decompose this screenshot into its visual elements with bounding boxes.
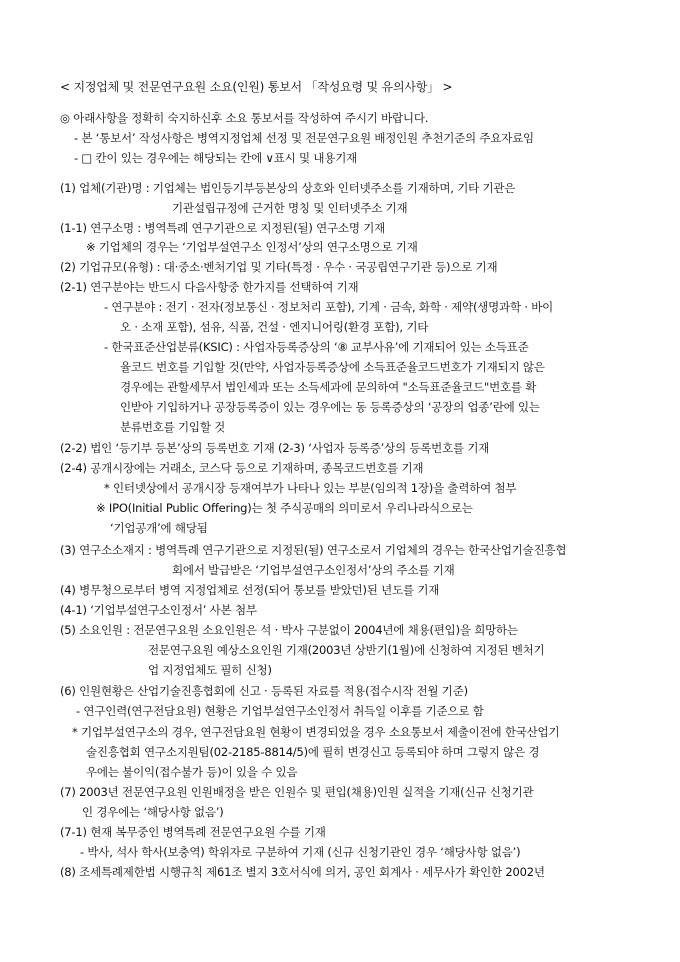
intro-notice: ◎ 아래사항을 정확히 숙지하신후 소요 통보서를 작성하여 주시기 바랍니다. bbox=[60, 111, 429, 125]
item-4: (4) 병무청으로부터 병역 지정업체로 선정(되어 통보를 받았던)된 년도를 기재 bbox=[60, 583, 440, 597]
item-6-note-line-1: * 기업부설연구소의 경우, 연구전담요원 현황이 변경되었을 경우 소요통보서 제출이전에 한국산업기 bbox=[72, 725, 560, 739]
item-1-1-note: ※ 기업체의 경우는 ‘기업부설연구소 인정서’상의 연구소명으로 기재 bbox=[86, 240, 418, 254]
item-7-line-1: (7) 2003년 전문연구요원 인원배정을 받은 인원수 및 편입(채용)인원 실적을 기재(신규 신청기관 bbox=[60, 785, 534, 799]
item-8: (8) 조세특례제한법 시행규칙 제61조 별지 3호서식에 의거, 공인 회계사 · 세무사가 확인한 2002년 bbox=[60, 865, 545, 879]
item-2-2: (2-2) 법인 ‘등기부 등본’상의 등록번호 기재 (2-3) ‘사업자 등록증’상의 등록번호를 기재 bbox=[60, 441, 490, 455]
item-2-4-note-3: ‘기업공개’에 해당됨 bbox=[110, 521, 208, 535]
item-6-sub: - 연구인력(연구전담요원) 현황은 기업부설연구소인정서 취득일 이후를 기준으로 함 bbox=[76, 704, 484, 718]
item-2-1-ksic-line-5: 분류번호를 기입할 것 bbox=[120, 420, 226, 434]
item-2-1: (2-1) 연구분야는 반드시 다음사항중 한가지를 선택하여 기재 bbox=[60, 280, 359, 294]
intro-bullet-1: - 본 ‘통보서’ 작성사항은 병역지정업체 선정 및 전문연구요원 배정인원 추천기준의 주요자료임 bbox=[74, 131, 534, 145]
item-2-4: (2-4) 공개시장에는 거래소, 코스닥 등으로 기재하며, 종목코드번호를 기재 bbox=[60, 461, 424, 475]
document-title: < 지정업체 및 전문연구요원 소요(인원) 통보서 「작성요령 및 유의사항」 > bbox=[60, 80, 453, 94]
item-6-note-line-3: 우에는 불이익(접수불가 등)이 있을 수 있음 bbox=[86, 765, 298, 779]
item-2-1-ksic-line-3: 경우에는 관할세무서 법인세과 또는 소득세과에 문의하여 "소득표준율코드"번호를 확 bbox=[120, 380, 537, 394]
item-2-1-field-line-2: 오 · 소재 포함), 섬유, 식품, 건설 · 엔지니어링(환경 포함), 기타 bbox=[120, 320, 429, 334]
item-1-line-2: 기관설립규정에 근거한 명칭 및 인터넷주소 기재 bbox=[172, 201, 408, 215]
item-1-1: (1-1) 연구소명 : 병역특례 연구기관으로 지정된(될) 연구소명 기재 bbox=[60, 221, 386, 235]
item-2-4-note-1: * 인터넷상에서 공개시장 등재여부가 나타나 있는 부분(임의적 1장)을 출력하여 첨부 bbox=[104, 481, 517, 495]
item-2-1-ksic-line-1: - 한국표준산업분류(KSIC) : 사업자등록증상의 ‘⑧ 교부사유’에 기재되어 있는 소득표준 bbox=[104, 340, 529, 354]
item-6: (6) 인원현황은 산업기술진흥협회에 신고 · 등록된 자료를 적용(접수시작 전월 기준) bbox=[60, 684, 468, 698]
intro-bullet-2: - □ 칸이 있는 경우에는 해당되는 칸에 ∨표시 및 내용기재 bbox=[74, 151, 358, 165]
item-3-line-1: (3) 연구소소재지 : 병역특례 연구기관으로 지정된(될) 연구소로서 기업체의 경우는 한국산업기술진흥협 bbox=[60, 543, 567, 557]
item-7-1-sub: - 박사, 석사 학사(보충역) 학위자로 구분하여 기재 (신규 신청기관인 경우 ‘해당사항 없음’) bbox=[80, 845, 521, 859]
item-7-1: (7-1) 현재 복무중인 병역특례 전문연구요원 수를 기재 bbox=[60, 825, 326, 839]
item-2-1-field-line-1: - 연구분야 : 전기 · 전자(정보통신 · 정보처리 포함), 기계 · 금속, 화학 · 제약(생명과학 · 바이 bbox=[104, 300, 554, 314]
item-5-line-3: 업 지정업체도 필히 신청) bbox=[148, 663, 272, 677]
item-2-1-ksic-line-2: 율코드 번호를 기입할 것(만약, 사업자등록증상에 소득표준율코드번호가 기재되지 않은 bbox=[120, 360, 545, 374]
item-6-note-line-2: 술진흥협회 연구소지원팀(02-2185-8814/5)에 필히 변경신고 등록되야 하며 그렇지 않은 경 bbox=[86, 745, 540, 759]
item-3-line-2: 회에서 발급받은 ‘기업부설연구소인정서’상의 주소를 기재 bbox=[172, 563, 455, 577]
item-2-1-ksic-line-4: 인받아 기입하거나 공장등록증이 있는 경우에는 동 등록증상의 ‘공장의 업종’란에 있는 bbox=[120, 400, 540, 414]
item-7-line-2: 인 경우에는 ‘해당사항 없음’) bbox=[82, 805, 224, 819]
item-4-1: (4-1) ‘기업부설연구소인정서’ 사본 첨부 bbox=[60, 603, 257, 617]
item-5-line-2: 전문연구요원 예상소요인원 기재(2003년 상반기(1월)에 신청하여 지정된 벤처기 bbox=[148, 643, 545, 657]
item-5-line-1: (5) 소요인원 : 전문연구요원 소요인원은 석 · 박사 구분없이 2004년에 채용(편입)을 희망하는 bbox=[60, 623, 518, 637]
item-1-line-1: (1) 업체(기관)명 : 기업체는 법인등기부등본상의 상호와 인터넷주소를 기재하며, 기타 기관은 bbox=[60, 181, 516, 195]
item-2: (2) 기업규모(유형) : 대·중소·벤처기업 및 기타(특정 · 우수 · 국공립연구기관 등)으로 기재 bbox=[60, 260, 498, 274]
item-2-4-note-2: ※ IPO(Initial Public Offering)는 첫 주식공매의 의미로서 우리나라식으로는 bbox=[96, 501, 473, 515]
